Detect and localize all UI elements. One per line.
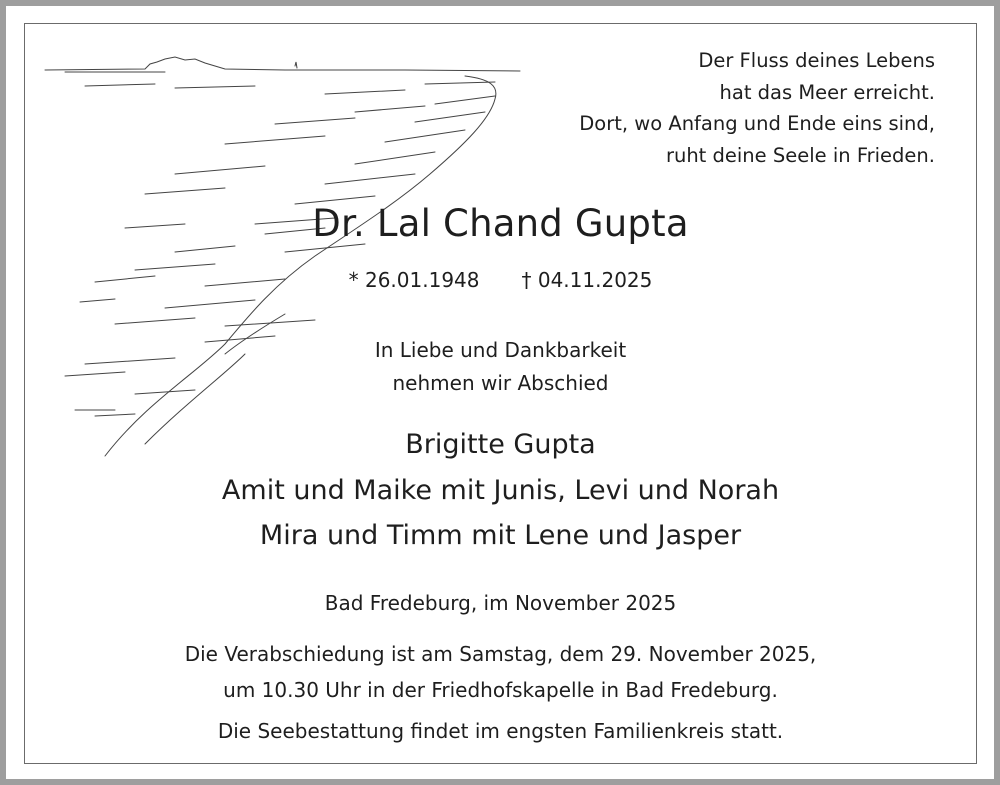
poem xyxy=(579,45,935,171)
service-line: Die Verabschiedung ist am Samstag, dem 29. November 2025, xyxy=(184,642,817,666)
service-info xyxy=(25,636,976,708)
birth-date: * 26.01.1948 xyxy=(348,268,480,292)
poem-line: ruht deine Seele in Frieden. xyxy=(665,143,935,167)
family-line: Mira und Timm mit Lene und Jasper xyxy=(259,520,742,551)
notice-frame xyxy=(24,23,977,764)
farewell-line: nehmen wir Abschied xyxy=(392,371,609,395)
place-date: Bad Fredeburg, im November 2025 xyxy=(324,591,677,615)
farewell-text xyxy=(25,334,976,400)
burial-note: Die Seebestattung findet im engsten Familienkreis statt. xyxy=(217,719,784,743)
family-line: Amit und Maike mit Junis, Levi und Norah xyxy=(221,474,780,506)
notice-card xyxy=(6,6,994,779)
life-dates xyxy=(25,268,976,292)
death-date: † 04.11.2025 xyxy=(521,268,653,292)
poem-line: Der Fluss deines Lebens xyxy=(698,49,935,72)
poem-line: Dort, wo Anfang und Ende eins sind, xyxy=(579,112,935,135)
service-line: um 10.30 Uhr in der Friedhofskapelle in Bad Fredeburg. xyxy=(223,678,778,702)
poem-line: hat das Meer erreicht. xyxy=(719,80,935,104)
family-line: Brigitte Gupta xyxy=(405,429,596,460)
family-list xyxy=(25,422,976,559)
deceased-name: Dr. Lal Chand Gupta xyxy=(312,202,689,245)
farewell-line: In Liebe und Dankbarkeit xyxy=(374,338,627,362)
